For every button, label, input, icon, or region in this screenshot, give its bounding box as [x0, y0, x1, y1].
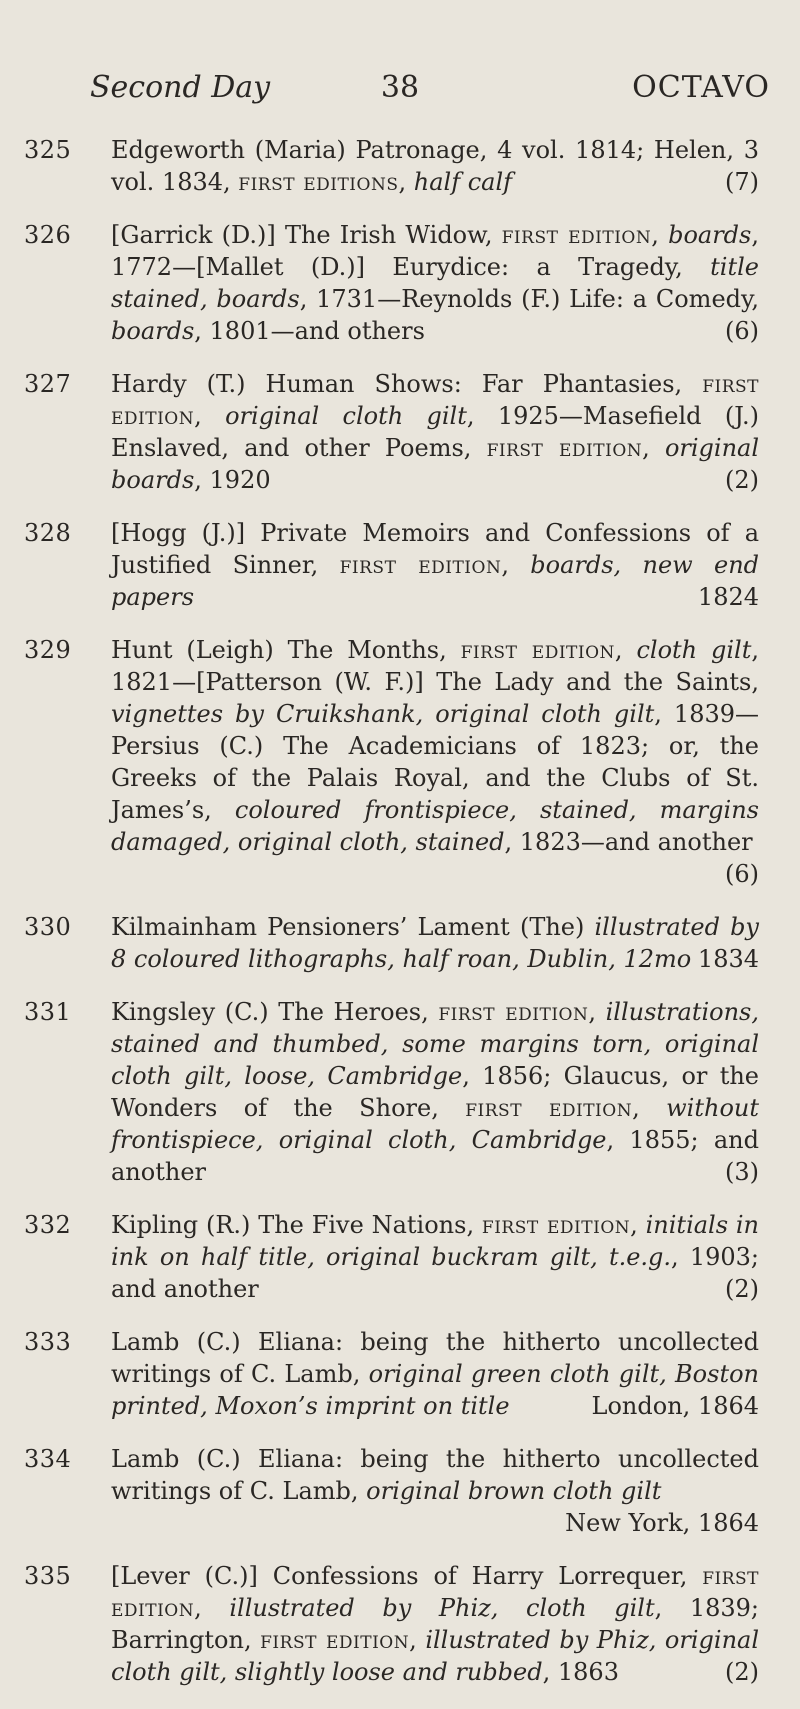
lot-description: Lamb (C.) Eliana: being the hitherto uncollected writings of C. Lamb, original green cloth gilt, Boston printed, Moxon’s imprint on title London, 1864: [111, 1328, 759, 1420]
lot-description: Hardy (T.) Human Shows: Far Phantasies, first edition, original cloth gilt, 1925—Masefield (J.) Enslaved, and other Poems, first edition, original boards, 1920 (2): [111, 370, 760, 494]
lot-count: (2): [725, 466, 759, 494]
lot-number: 330: [24, 913, 72, 941]
lot-description: Kingsley (C.) The Heroes, first edition, illustrations, stained and thumbed, some margins torn, original cloth gilt, loose, Cambridge, 1856; Glaucus, or the Wonders of the Shore, first edition, without frontispiece, original cloth, Cambridge, 1855; and another (3): [111, 998, 760, 1186]
lot-description: [Lever (C.)] Confessions of Harry Lorrequer, first edition, illustrated by Phiz, cloth gilt, 1839; Barrington, first edition, illustrated by Phiz, original cloth gilt, slightly loose and rubbed, 1863 (2): [111, 1562, 760, 1686]
lot-entry: [0, 517, 800, 613]
lot-description: Lamb (C.) Eliana: being the hitherto uncollected writings of C. Lamb, original brown cloth gilt New York, 1864: [111, 1445, 759, 1537]
lot-number: 328: [24, 519, 72, 547]
lot-entry: [0, 134, 800, 198]
lot-date: 1824: [697, 583, 759, 611]
format-heading: OCTAVO: [632, 70, 770, 105]
lot-entry: [0, 368, 800, 496]
lot-description: Hunt (Leigh) The Months, first edition, cloth gilt, 1821—[Patterson (W. F.)] The Lady and the Saints, vignettes by Cruikshank, original cloth gilt, 1839—Persius (C.) The Academicians of 1823; or, the Greeks of the Palais Royal, and the Clubs of St. James’s, coloured frontispiece, stained, margins damaged, original cloth, stained, 1823—and another (6): [111, 636, 760, 888]
lot-number: 326: [24, 221, 72, 249]
lot-number: 333: [24, 1328, 72, 1356]
lot-number: 329: [24, 636, 72, 664]
lot-count: (6): [725, 317, 759, 345]
lot-number: 335: [24, 1562, 72, 1590]
catalogue-entries: [0, 134, 800, 1709]
lot-entry: [0, 1326, 800, 1422]
lot-count: (2): [725, 1275, 759, 1303]
lot-number: 325: [24, 136, 72, 164]
lot-entry: [0, 634, 800, 890]
lot-count: (2): [725, 1658, 759, 1686]
lot-imprint: New York, 1864: [565, 1509, 759, 1537]
lot-entry: [0, 219, 800, 347]
lot-description: [Garrick (D.)] The Irish Widow, first edition, boards, 1772—[Mallet (D.)] Eurydice: a Tragedy, title stained, boards, 1731—Reynolds (F.) Life: a Comedy, boards, 1801—and others (6): [111, 221, 760, 345]
lot-number: 332: [24, 1211, 72, 1239]
lot-entry: [0, 1560, 800, 1688]
lot-entry: [0, 1209, 800, 1305]
lot-date: 1834: [697, 945, 759, 973]
page-header: [0, 70, 800, 110]
lot-description: Edgeworth (Maria) Patronage, 4 vol. 1814; Helen, 3 vol. 1834, first editions, half calf (7): [111, 136, 759, 196]
lot-description: Kipling (R.) The Five Nations, first edition, initials in ink on half title, original buckram gilt, t.e.g., 1903; and another (2): [111, 1211, 760, 1303]
lot-description: [Hogg (J.)] Private Memoirs and Confessions of a Justified Sinner, first edition, boards, new end papers 1824: [111, 519, 760, 611]
lot-number: 327: [24, 370, 72, 398]
sale-day: Second Day: [90, 70, 271, 105]
lot-count: (7): [725, 168, 759, 196]
page-number: 38: [380, 70, 420, 105]
lot-entry: [0, 1443, 800, 1539]
lot-count: (3): [725, 1158, 759, 1186]
lot-count: (6): [725, 860, 759, 888]
lot-number: 331: [24, 998, 72, 1026]
lot-number: 334: [24, 1445, 72, 1473]
lot-entry: [0, 996, 800, 1188]
lot-entry: [0, 911, 800, 975]
lot-imprint: London, 1864: [591, 1392, 759, 1420]
lot-description: Kilmainham Pensioners’ Lament (The) illustrated by 8 coloured lithographs, half roan, Dublin, 12mo 1834: [111, 913, 759, 973]
